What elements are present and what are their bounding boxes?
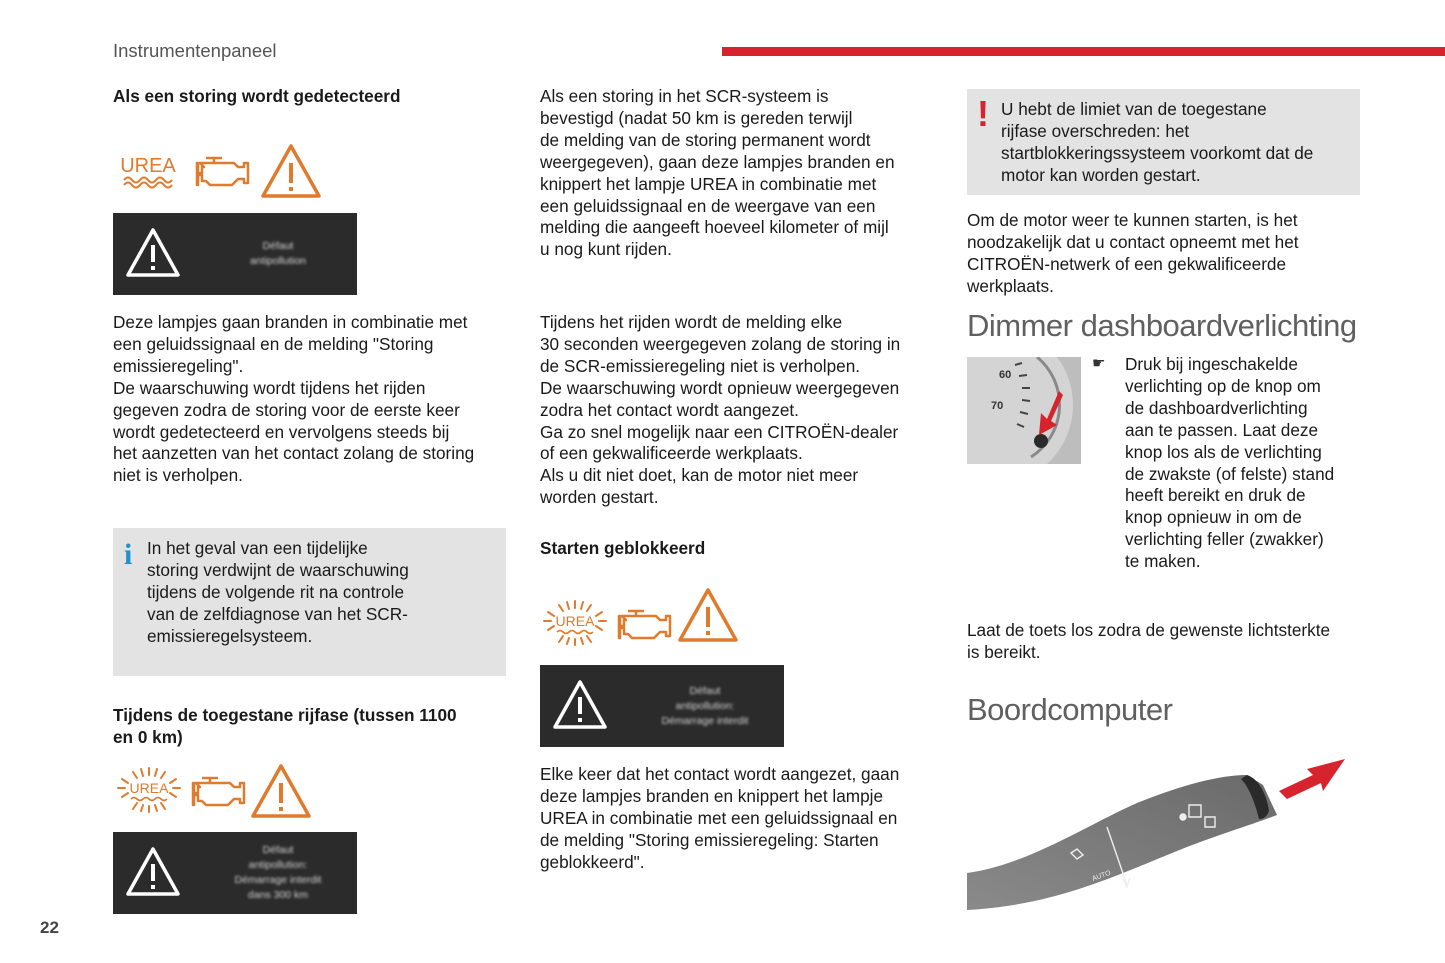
col1-heading2-wrap xyxy=(113,705,508,749)
urea-icon xyxy=(118,150,178,190)
paragraph-restart-engine: Om de motor weer te kunnen starten, is het noodzakelijk dat u contact opneemt met het CITROËN-netwerk of een gekwalificeerde werkplaats. xyxy=(967,210,1299,296)
section-title: Instrumentenpaneel xyxy=(113,40,277,61)
heading-trip-computer: Boordcomputer xyxy=(967,692,1173,727)
info-icon: i xyxy=(124,538,133,571)
paragraph-lamps-on: Deze lampjes gaan branden in combinatie met een geluidssignaal en de melding "Storing emissieregeling". De waarschuwing wordt tijdens het rijden gegeven zodra de storing voor de eerste keer wordt gedetecteerd en vervolgens steeds bij het aanzetten van het contact zolang de storing niet is verholpen. xyxy=(113,312,475,486)
paragraph-scr-fault: Als een storing in het SCR-systeem is bevestigd (nadat 50 km is gereden terwijl de melding van de storing permanent wordt weergegeven), gaan deze lampjes branden en knippert het lampje UREA in combinatie met een geluidssignaal en de weergave van een melding die aangeeft hoeveel kilometer of mijl u nog kunt rijden. xyxy=(540,86,895,260)
heading-allowed-driving-phase: Tijdens de toegestane rijfase (tussen 1100 en 0 km) xyxy=(113,705,457,747)
column-2 xyxy=(540,86,935,261)
col2-para3-wrap xyxy=(540,764,935,874)
dashboard-gauge-image xyxy=(967,357,1081,464)
col2-para2-wrap xyxy=(540,312,935,509)
col1-para-wrap xyxy=(113,312,508,487)
panel-message: Défaut antipollution: Démarrage interdit dans 300 km xyxy=(234,844,322,901)
warning-triangle-icon xyxy=(125,846,181,898)
engine-icon xyxy=(188,768,248,812)
alert-box xyxy=(967,89,1360,195)
paragraph-release-button: Laat de toets los zodra de gewenste lichtsterkte is bereikt. xyxy=(967,620,1331,662)
header-accent-bar xyxy=(722,47,1445,56)
dimmer-instructions: Druk bij ingeschakelde verlichting op de knop om de dashboardverlichting aan te passen. Laat deze knop los als de verlichting de zwakste (of felste) stand heeft bereikt en druk de knop opnieuw in om de verlichting feller (zwakker) te maken. xyxy=(1125,354,1335,572)
paragraph-while-driving: Tijdens het rijden wordt de melding elke 30 seconden weergegeven zolang de storing in de SCR-emissieregeling niet is verholpen. De waarschuwing wordt opnieuw weergegeven zodra het contact wordt aangezet. Ga zo snel mogelijk naar een CITROËN-dealer of een gekwalificeerde werkplaats. Als u dit niet doet, kan de motor niet meer worden gestart. xyxy=(540,312,901,508)
gauge-label-60: 60 xyxy=(999,369,1012,381)
warning-triangle-icon xyxy=(125,227,181,279)
alert-icon: ! xyxy=(977,93,989,134)
display-panel-2 xyxy=(113,832,357,914)
warning-triangle-icon xyxy=(552,679,608,731)
panel-message: Défaut antipollution xyxy=(249,240,307,267)
col2-heading-wrap xyxy=(540,538,935,560)
urea-flashing-icon xyxy=(540,597,610,649)
column-1 xyxy=(113,86,508,108)
stalk-auto-label: AUTO xyxy=(1091,869,1112,883)
warning-triangle-icon xyxy=(260,143,322,199)
urea-icon-text: UREA xyxy=(129,780,169,796)
alert-text: U hebt de limiet van de toegestane rijfase overschreden: het startblokkeringssysteem voorkomt dat de motor kan worden gestart. xyxy=(1001,99,1314,185)
heading-dimmer: Dimmer dashboardverlichting xyxy=(967,308,1357,343)
bullet-hand-icon: ☛ xyxy=(1092,355,1106,372)
warning-triangle-icon xyxy=(250,763,312,819)
warning-triangle-icon xyxy=(677,587,739,643)
wiper-stalk-image xyxy=(967,755,1357,913)
urea-icon-text: UREA xyxy=(120,155,176,177)
urea-flashing-icon xyxy=(114,764,184,816)
heading-start-blocked: Starten geblokkeerd xyxy=(540,538,706,558)
col3-para2-wrap xyxy=(967,620,1362,664)
urea-icon-text: UREA xyxy=(555,613,595,629)
display-panel-3 xyxy=(540,665,784,747)
paragraph-each-ignition: Elke keer dat het contact wordt aangezet, gaan deze lampjes branden en knippert het lampje UREA in combinatie met een geluidssignaal en de melding "Storing emissieregeling: Starten geblokkeerd". xyxy=(540,764,900,872)
engine-icon xyxy=(614,601,674,645)
display-panel-1 xyxy=(113,213,357,295)
panel-message: Défaut antipollution: Démarrage interdit xyxy=(661,684,749,727)
col3-para1-wrap xyxy=(967,210,1362,298)
engine-icon xyxy=(192,148,252,192)
info-box xyxy=(113,528,506,676)
page-number: 22 xyxy=(40,918,59,937)
dimmer-text-wrap xyxy=(1125,354,1365,573)
info-text: In het geval van een tijdelijke storing verdwijnt de waarschuwing tijdens de volgende rit na controle van de zelfdiagnose van het SCR- emissieregelsysteem. xyxy=(147,538,409,646)
heading-fault-detected: Als een storing wordt gedetecteerd xyxy=(113,86,401,106)
gauge-label-70: 70 xyxy=(991,400,1004,412)
